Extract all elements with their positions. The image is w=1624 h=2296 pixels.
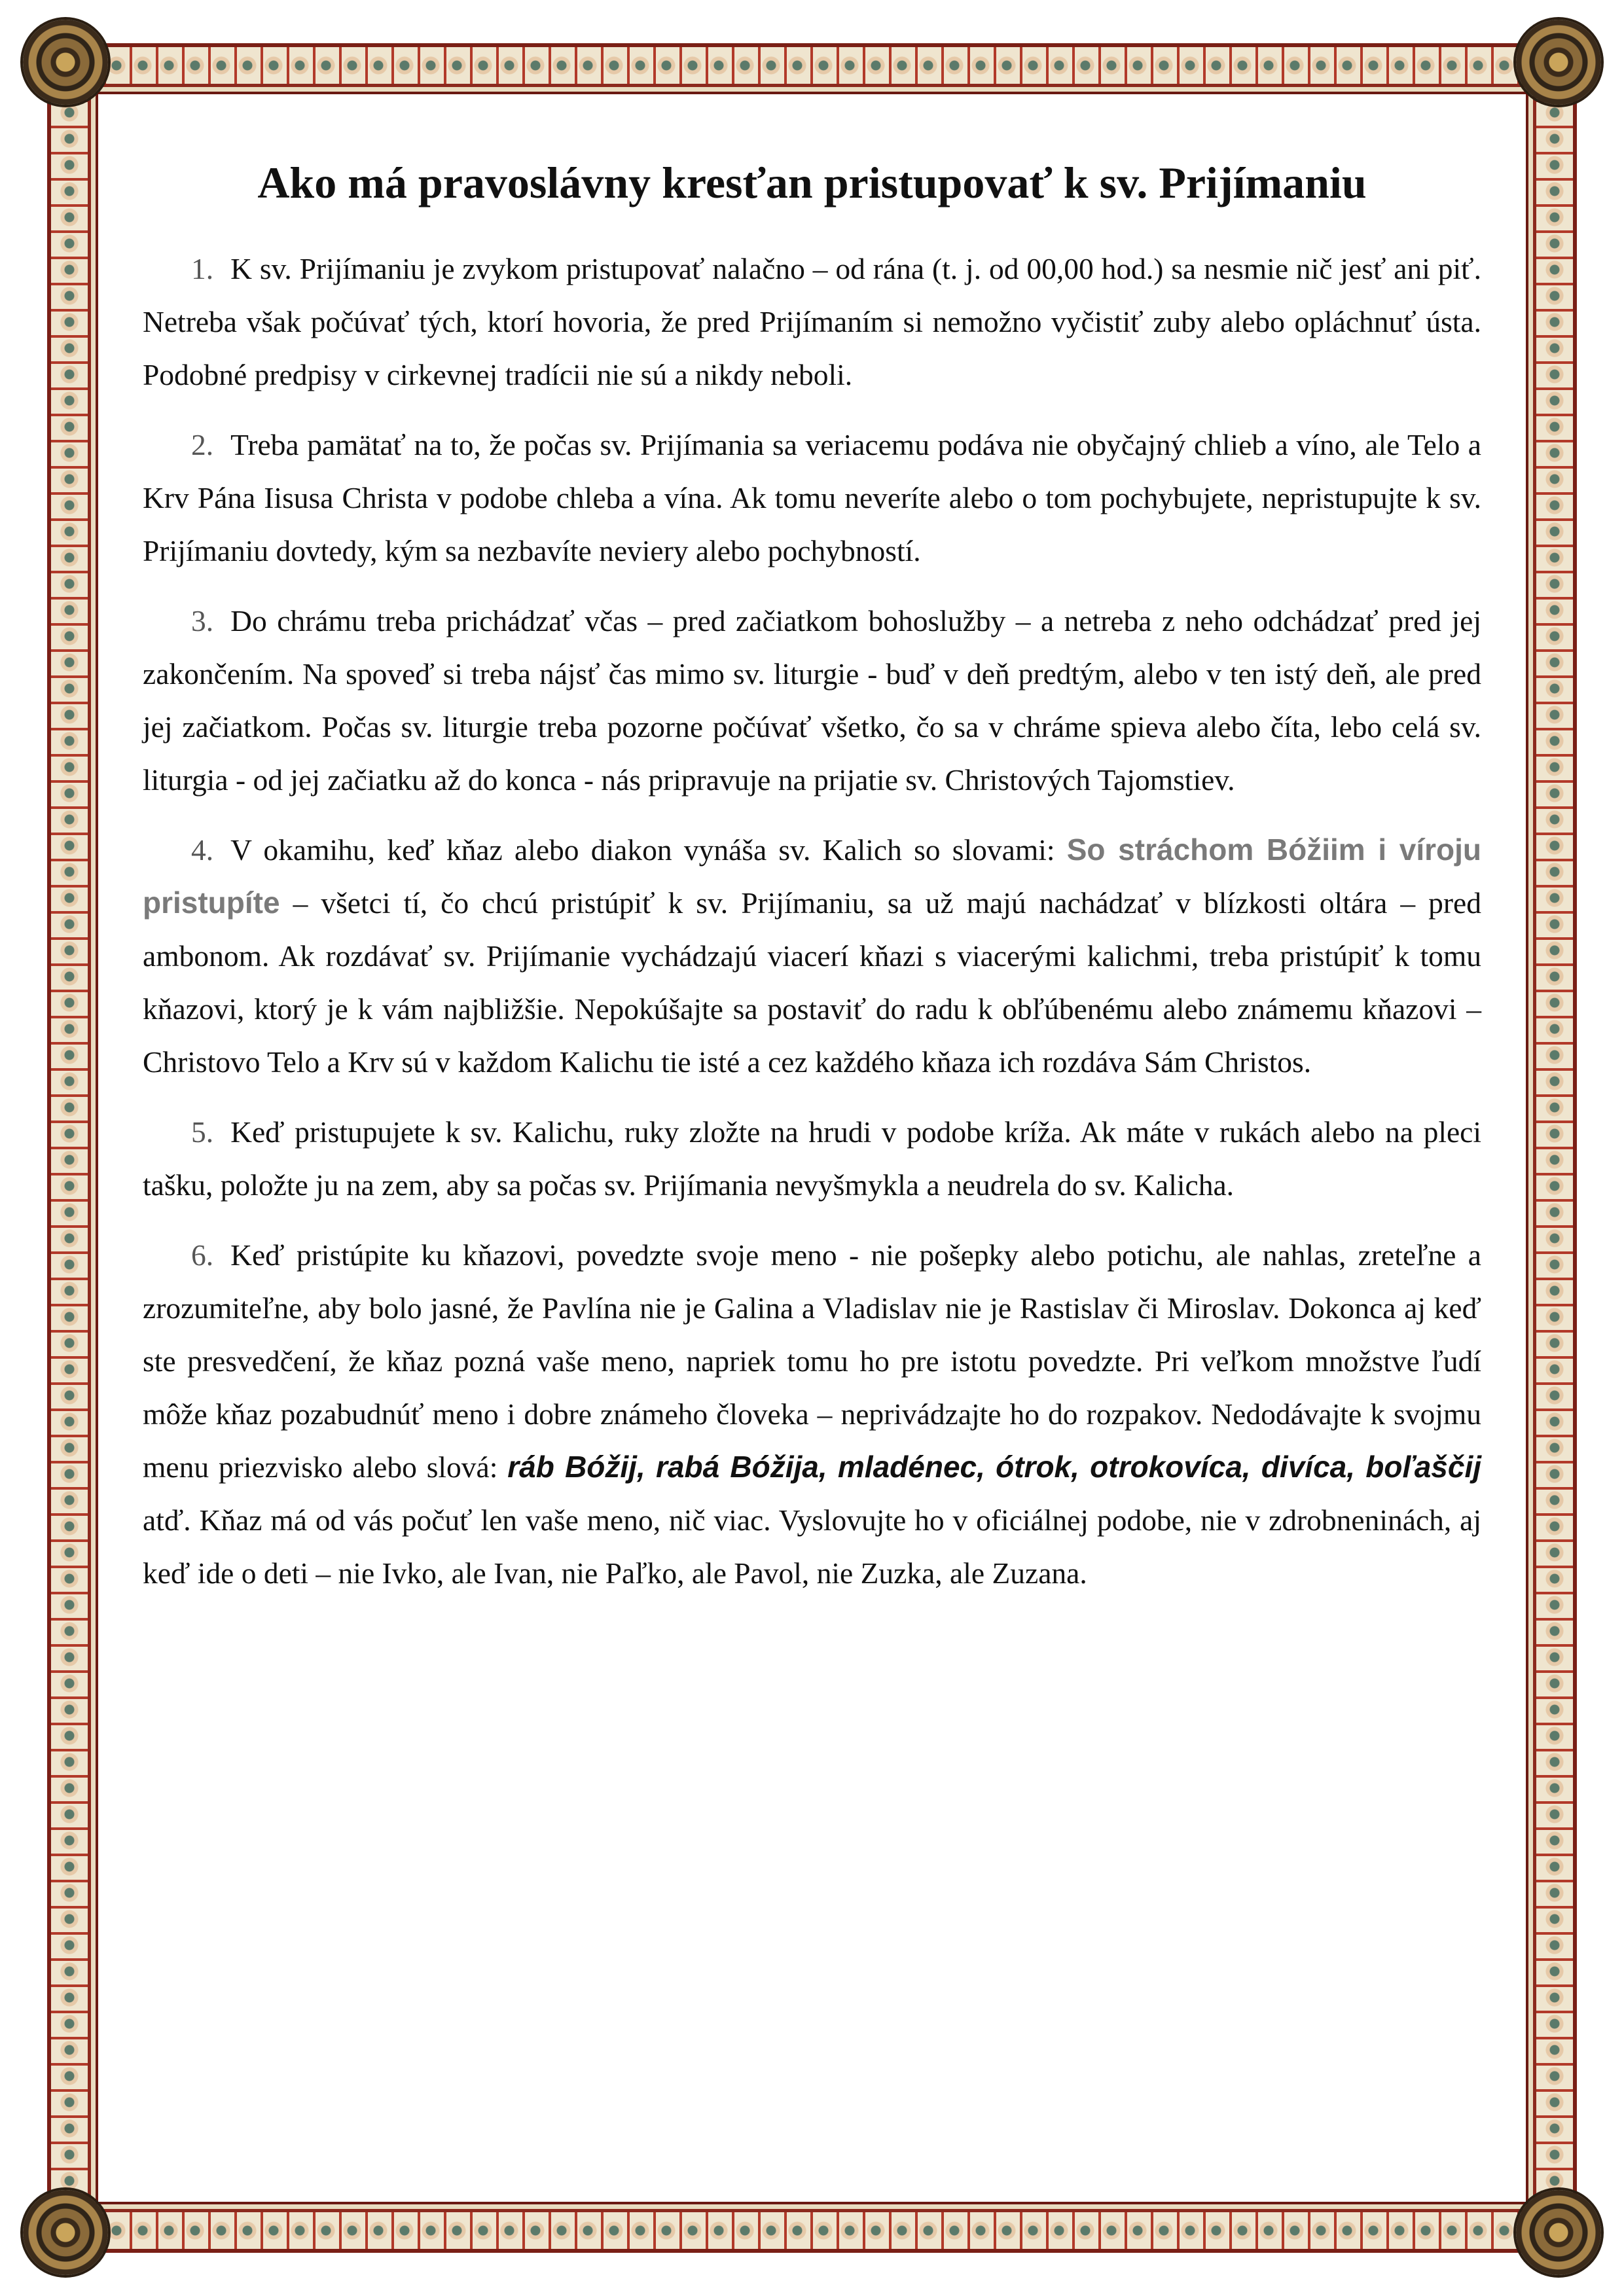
corner-medallion-icon xyxy=(23,20,108,105)
item-number: 4. xyxy=(191,833,214,867)
document-body xyxy=(143,157,1481,1617)
corner-medallion-icon xyxy=(1516,2190,1601,2275)
item-number: 1. xyxy=(191,252,214,286)
document-title: Ako má pravoslávny kresťan pristupovať k sv. Prijímaniu xyxy=(257,158,1367,207)
item-text: Do chrámu treba prichádzať včas – pred začiatkom bohoslužby – a netreba z neho odchádzať pred jej zakončením. Na spoveď si treba nájsť čas mimo sv. liturgie - buď v deň predtým, alebo v ten istý deň, ale pred jej začiatkom. Počas sv. liturgie treba pozorne počúvať všetko, čo sa v chráme spieva alebo číta, lebo celá sv. liturgia - od jej začiatku až do konca - nás pripravuje na prijatie sv. Christových Tajomstiev. xyxy=(143,604,1481,797)
item-text: – všetci tí, čo chcú pristúpiť k sv. Prijímaniu, sa už majú nachádzať v blízkosti oltára – pred ambonom. Ak rozdávať sv. Prijímanie vychádzajú viacerí kňazi s viacerými kalichmi, treba pristúpiť k tomu kňazovi, ktorý je k vám najbližšie. Nepokúšajte sa postaviť do radu k obľúbenému alebo známemu kňazovi – Christovo Telo a Krv sú v každom Kalichu tie isté a cez každého kňaza ich rozdáva Sám Christos. xyxy=(143,886,1481,1079)
list-item xyxy=(143,1105,1481,1211)
list-item xyxy=(143,823,1481,1088)
item-text: atď. Kňaz má od vás počuť len vaše meno, nič viac. Vyslovujte ho v oficiálnej podobe, nie v zdrobneninách, aj keď ide o deti – nie Ivko, ale Ivan, nie Paľko, ale Pavol, nie Zuzka, ale Zuzana. xyxy=(143,1503,1481,1590)
border-band-bottom xyxy=(51,2212,1573,2249)
item-number: 2. xyxy=(191,428,214,462)
liturgical-quote: So stráchom Bóžiim i víroju pristupíte xyxy=(143,833,1481,920)
list-item xyxy=(143,418,1481,577)
border-band-top xyxy=(51,47,1573,84)
item-text: Keď pristupujete k sv. Kalichu, ruky zložte na hrudi v podobe kríža. Ak máte v rukách alebo na pleci tašku, položte ju na zem, aby sa počas sv. Prijímania nevyšmykla a neudrela do sv. Kalicha. xyxy=(143,1115,1481,1202)
item-text: Keď pristúpite ku kňazovi, povedzte svoje meno - nie pošepky alebo potichu, ale nahlas, zreteľne a zrozumiteľne, aby bolo jasné, že Pavlína nie je Galina a Vladislav nie je Rastislav či Miroslav. Dokonca aj keď ste presvedčení, že kňaz pozná vaše meno, napriek tomu ho pre istotu povedzte. Pri veľkom množstve ľudí môže kňaz pozabudnúť meno i dobre známeho človeka – neprivádzajte ho do rozpakov. Nedodávajte k svojmu menu priezvisko alebo slová: xyxy=(143,1238,1481,1484)
list-item xyxy=(143,594,1481,806)
list-item xyxy=(143,242,1481,401)
corner-medallion-icon xyxy=(1516,20,1601,105)
item-number: 3. xyxy=(191,604,214,638)
border-band-right xyxy=(1536,47,1573,2249)
item-number: 5. xyxy=(191,1115,214,1149)
list-item xyxy=(143,1229,1481,1600)
border-band-left xyxy=(51,47,88,2249)
item-number: 6. xyxy=(191,1238,214,1272)
corner-medallion-icon xyxy=(23,2190,108,2275)
item-text: Treba pamätať na to, že počas sv. Prijímania sa veriacemu podáva nie obyčajný chlieb a víno, ale Telo a Krv Pána Iisusa Christa v podobe chleba a vína. Ak tomu neveríte alebo o tom pochybujete, nepristupujte k sv. Prijímaniu dovtedy, kým sa nezbavíte neviery alebo pochybností. xyxy=(143,428,1481,568)
forbidden-words: ráb Bóžij, rabá Bóžija, mladénec, ótrok, otrokovíca, divíca, boľaščij xyxy=(507,1450,1481,1484)
item-text: K sv. Prijímaniu je zvykom pristupovať nalačno – od rána (t. j. od 00,00 hod.) sa nesmie nič jesť ani piť. Netreba však počúvať tých, ktorí hovoria, že pred Prijímaním si nemožno vyčistiť zuby alebo opláchnuť ústa. Podobné predpisy v cirkevnej tradícii nie sú a nikdy neboli. xyxy=(143,252,1481,392)
item-text: V okamihu, keď kňaz alebo diakon vynáša sv. Kalich so slovami: xyxy=(230,833,1067,867)
